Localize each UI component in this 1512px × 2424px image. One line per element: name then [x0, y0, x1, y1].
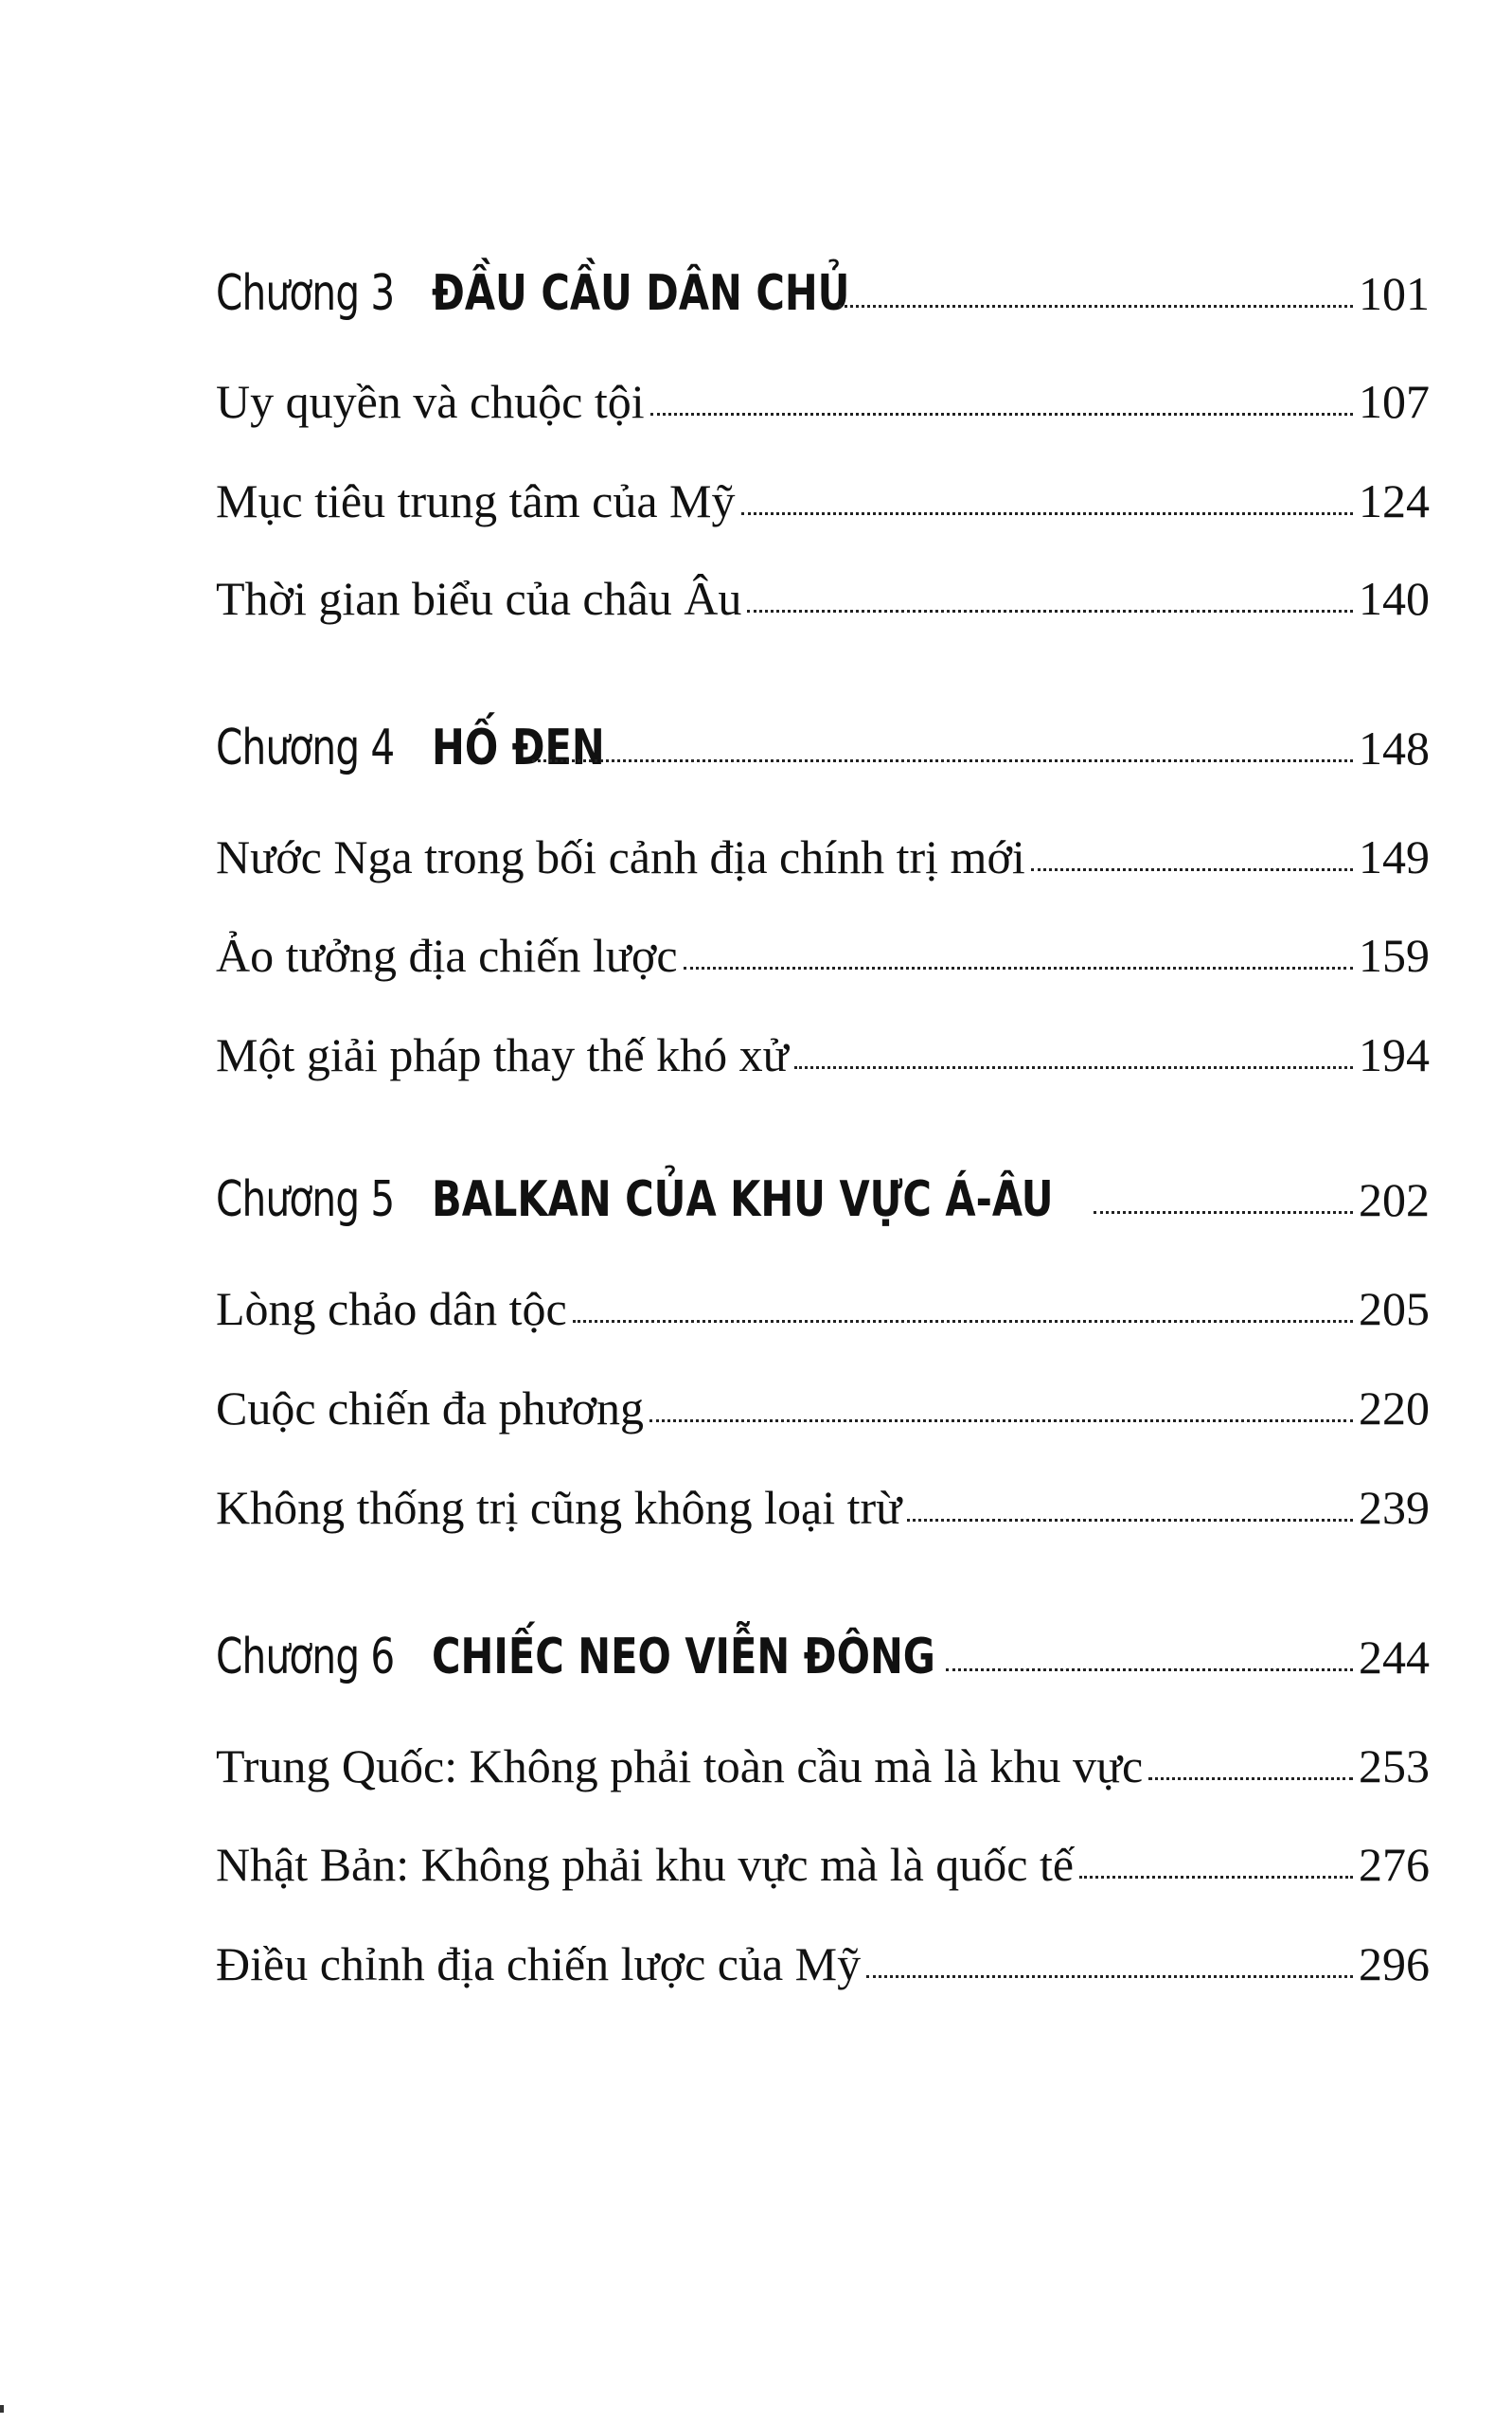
section-entry [216, 473, 1430, 528]
page-number: 220 [1359, 1381, 1430, 1435]
chapter-heading [216, 720, 1430, 776]
chapter-title: BALKAN CỦA KHU VỰC Á-ÂU [432, 1171, 1054, 1228]
page-number: 148 [1359, 722, 1430, 775]
section-title: Lòng chảo dân tộc [216, 1282, 567, 1335]
dot-leader [649, 1419, 1353, 1422]
chapter-label: Chương 6 [216, 1629, 395, 1685]
page-number: 140 [1359, 572, 1430, 625]
page-number: 107 [1359, 375, 1430, 428]
section-title: Uy quyền và chuộc tội [216, 375, 645, 428]
dot-leader [1031, 868, 1353, 871]
section-title: Thời gian biểu của châu Âu [216, 572, 742, 625]
dot-leader [650, 413, 1353, 416]
page-number: 296 [1359, 1937, 1430, 1990]
section-entry [216, 1936, 1430, 1991]
page-number: 244 [1359, 1631, 1430, 1684]
page-number: 276 [1359, 1838, 1430, 1891]
dot-leader [794, 1066, 1353, 1069]
page-number: 149 [1359, 830, 1430, 883]
dot-leader [573, 1320, 1353, 1323]
page-number: 253 [1359, 1739, 1430, 1792]
chapter-label: Chương 4 [216, 720, 395, 776]
section-title: Điều chỉnh địa chiến lược của Mỹ [216, 1937, 862, 1990]
page-number: 101 [1359, 267, 1430, 320]
page-number: 159 [1359, 929, 1430, 982]
section-entry [216, 829, 1430, 884]
dot-leader [1094, 1211, 1353, 1214]
page-number: 205 [1359, 1282, 1430, 1335]
dot-leader [946, 1668, 1353, 1671]
section-entry [216, 1837, 1430, 1892]
dot-leader [866, 1975, 1353, 1978]
dot-leader [1079, 1876, 1353, 1879]
page-number: 194 [1359, 1028, 1430, 1081]
dot-leader [1148, 1777, 1353, 1780]
page-number: 124 [1359, 474, 1430, 527]
dot-leader [839, 305, 1353, 308]
chapter-title: ĐẦU CẦU DÂN CHỦ [432, 265, 850, 322]
chapter-heading [216, 265, 1430, 322]
section-entry [216, 1027, 1430, 1082]
dot-leader [907, 1519, 1353, 1522]
section-entry [216, 1381, 1430, 1435]
chapter-label: Chương 5 [216, 1171, 395, 1228]
section-title: Cuộc chiến đa phương [216, 1381, 645, 1435]
chapter-label: Chương 3 [216, 265, 395, 322]
dot-leader [532, 759, 1353, 762]
dot-leader [684, 967, 1353, 970]
chapter-title: CHIẾC NEO VIỄN ĐÔNG [432, 1629, 935, 1685]
section-entry [216, 1480, 1430, 1535]
dot-leader [741, 512, 1354, 515]
section-entry [216, 374, 1430, 429]
section-title: Nước Nga trong bối cảnh địa chính trị mới [216, 830, 1025, 883]
section-title: Mục tiêu trung tâm của Mỹ [216, 474, 736, 527]
section-title: Không thống trị cũng không loại trừ [216, 1481, 902, 1534]
chapter-heading [216, 1171, 1430, 1228]
section-title: Ảo tưởng địa chiến lược [216, 929, 678, 982]
section-entry [216, 928, 1430, 983]
chapter-title: HỐ ĐEN [432, 720, 605, 776]
page-number: 239 [1359, 1481, 1430, 1534]
section-entry [216, 1738, 1430, 1793]
dot-leader [747, 610, 1353, 613]
section-title: Một giải pháp thay thế khó xử [216, 1028, 789, 1081]
section-entry [216, 1281, 1430, 1336]
section-title: Trung Quốc: Không phải toàn cầu mà là khu vực [216, 1739, 1144, 1792]
section-entry [216, 571, 1430, 626]
section-title: Nhật Bản: Không phải khu vực mà là quốc tế [216, 1838, 1075, 1891]
scan-mark [0, 2405, 4, 2413]
page-number: 202 [1359, 1173, 1430, 1226]
chapter-heading [216, 1629, 1430, 1685]
